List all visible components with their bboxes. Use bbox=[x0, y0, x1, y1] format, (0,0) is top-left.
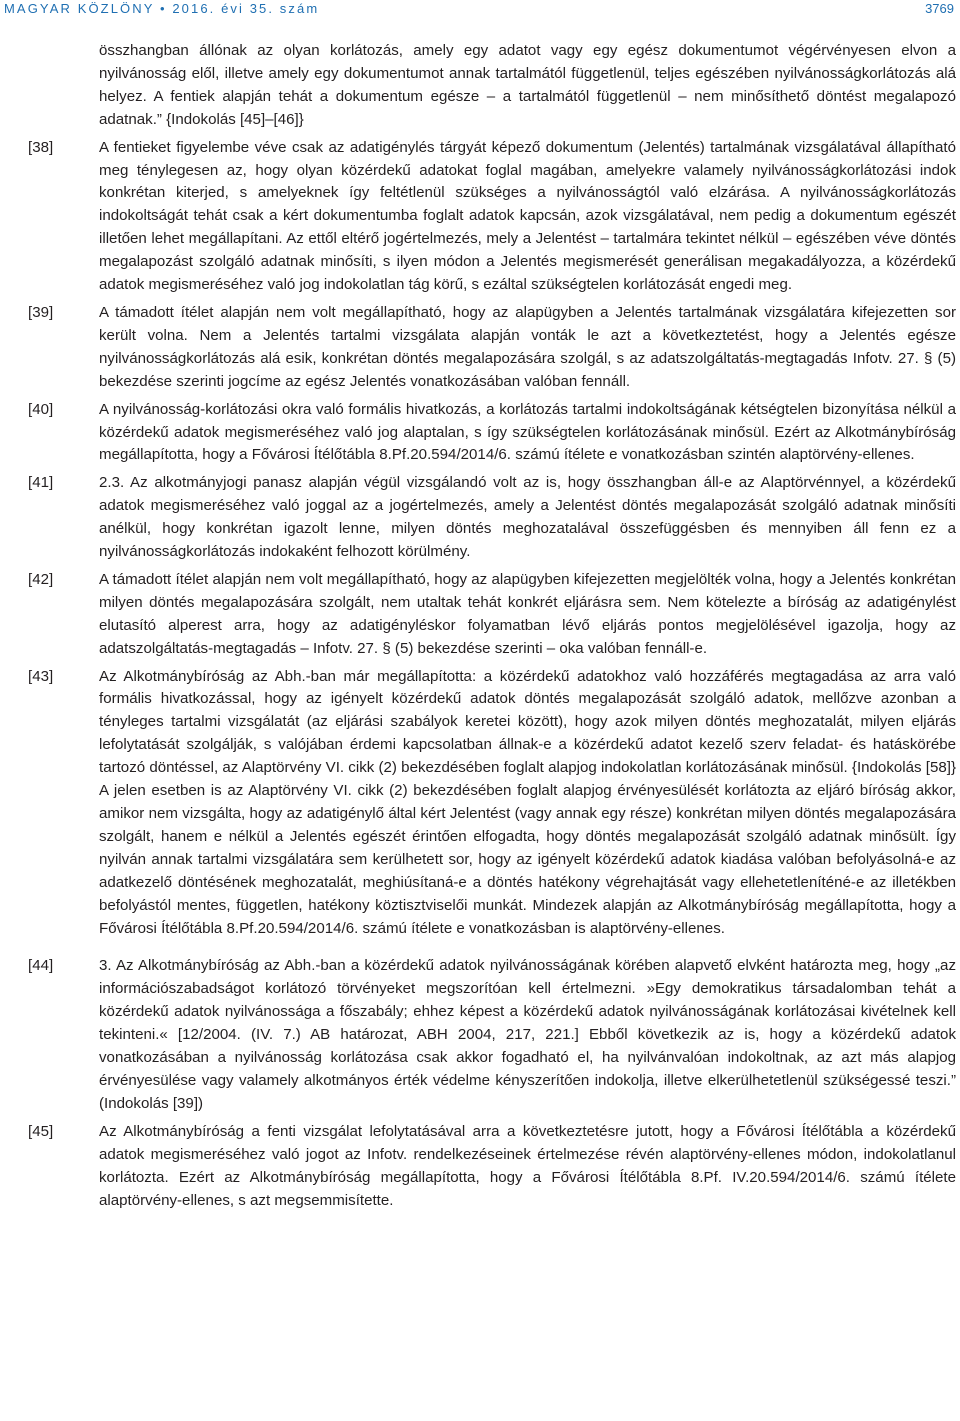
paragraph-text: A fentieket figyelembe véve csak az adatigénylés tárgyát képező dokumentum (Jelentés) tartalmának vizsgálatával állapítható meg ténylegesen az, hogy olyan közérdekű adatokat foglal magában, amelyekre valamely nyilvánosságkorlátozási indok konkrétan kiterjed, s amelyeknek így feltétlenül szükséges a nyilvánosságtól való elzárása. A nyilvánosságkorlátozás indokoltságát tehát csak a kért dokumentumba foglalt adatok kapcsán, azok vizsgálatával, nem pedig a dokumentum egészét illetően lehet megállapítani. Az ettől eltérő jogértelmezés, mely a Jelentést – tartalmára tekintet nélkül – egészében véve döntés megalapozást szolgáló adatnak minősíti, s ilyen módon a Jelentés megismerését generálisan megakadályozza, a közérdekű adatok megismeréséhez való jog indokolatlan tág körű, s ezáltal szükségtelen korlátozását engedi meg. bbox=[99, 138, 956, 294]
paragraph-number: [40] bbox=[28, 400, 54, 418]
paragraph-44 bbox=[28, 955, 956, 1115]
paragraph-42 bbox=[28, 569, 956, 661]
paragraph-text: 2.3. Az alkotmányjogi panasz alapján végül vizsgálandó volt az is, hogy összhangban áll-e az Alaptörvénnyel, a közérdekű adatok megismeréséhez való joggal az a jogértelmezés, amely a Jelentést döntés megalapozását szolgáló adatnak minősíti anélkül, hogy konkrétan igazolt lenne, milyen döntés meghozatalával összefüggésben és mennyiben áll fenn ez a nyilvánosságkorlátozás indokaként felhozott körülmény. bbox=[99, 474, 956, 561]
paragraph-45 bbox=[28, 1121, 956, 1213]
paragraph-number: [41] bbox=[28, 474, 54, 492]
paragraph-39 bbox=[28, 302, 956, 394]
paragraph-text: Az Alkotmánybíróság az Abh.-ban már megállapította: a közérdekű adatokhoz való hozzáférés megtagadása az arra való formális hivatkozással, hogy az igényelt közérdekű adatok döntés megalapozását szolgáló adatok, mellőzve azonban a tényleges tartalmi vizsgálatát (az eljárási szabályok keretei között), hogy azok milyen döntés meghozatalát, milyen eljárás lefolytatását szolgálják, s valójában érdemi kapcsolatban állnak-e a közérdekű adatot kezelő szerv feladat- és hatáskörébe tartozó döntéssel, az Alaptörvény VI. cikk (2) bekezdésében foglalt alapjog indokolatlan korlátozásának minősül. {Indokolás [58]} A jelen esetben is az Alaptörvény VI. cikk (2) bekezdésében foglalt alapjog érvényesülését korlátozta az eljáró bíróság akkor, amikor nem vizsgálta, hogy az adatigénylő által kért Jelentést (vagy annak egy része) konkrétan milyen döntés megalapozására szolgált, hanem e nélkül a Jelentés egészét érintően elfogadta, hogy döntés megalapozását szolgáló adatnak minősült. Így nyilván annak tartalmi vizsgálatára sem kerülhetett sor, hogy az igényelt közérdekű adatok kiadása valóban befolyásolná-e az adatkezelő döntésének meghozatalát, meghiúsítaná-e a döntés hatékony végrehajtását vagy ellehetetleníténé-e az illetékben befolyástól mentes, független, hatékony köztisztviselői munkát. Mindezek alapján az Alkotmánybíróság megállapította, hogy a Fővárosi Ítélőtábla 8.Pf.20.594/2014/6. számú ítélete e vonatkozásban is alaptörvény-ellenes. bbox=[99, 667, 956, 937]
paragraph-number: [42] bbox=[28, 570, 54, 588]
page-header bbox=[0, 0, 960, 22]
lead-paragraph: összhangban állónak az olyan korlátozás, amely egy adatot vagy egy egész dokumentumot végérvényesen elvon a nyilvánosság elől, illetve amely egy dokumentumot annak tartalmától függetlenül, teljes egészében nyilvánosságkorlátozás alá helyez. A fentiek alapján tehát a dokumentum egésze – a tartalmától függetlenül – nem minősíthető döntést megalapozó adatnak.” {Indokolás [45]–[46]} bbox=[99, 42, 956, 128]
paragraph-number: [45] bbox=[28, 1122, 54, 1140]
paragraph-text: 3. Az Alkotmánybíróság az Abh.-ban a közérdekű adatok nyilvánosságának körében alapvető elvként határozta meg, hogy „az információszabadságot korlátozó törvényeket megszorítóan kell értelmezni. »Egy demokratikus társadalomban tehát a közérdekű adatok nyilvánossága a főszabály; ehhez képest a közérdekű adatok nyilvánosságának korlátozásai kivételnek kell tekinteni.« [12/2004. (IV. 7.) AB határozat, ABH 2004, 217, 221.] Ebből következik az is, hogy a közérdekű adatok vonatkozásában a nyilvánosság korlátozása csak akkor fogadható el, ha nyilvánvalóan indokoltnak, az azt más alapjog érvényesülése vagy valamely alkotmányos érték védelme kényszerítően indokolja, illetve elkerülhetetlenül szükségessé teszi.” (Indokolás [39]) bbox=[99, 957, 956, 1112]
paragraph-text: A támadott ítélet alapján nem volt megállapítható, hogy az alapügyben kifejezetten megjelölték volna, hogy a Jelentés konkrétan milyen döntés megalapozására szolgált, nem utaltak tehát konkrét eljárásra sem. Nem kötelezte a bíróság az adatigénylést elutasító alperest arra, hogy az adatigényléskor folyamatban lévő eljárás pontos megjelölésével igazolja, hogy az adatszolgáltatás-megtagadás – Infotv. 27. § (5) bekezdése szerinti – oka valóban fennáll-e. bbox=[99, 570, 956, 657]
paragraph-text: Az Alkotmánybíróság a fenti vizsgálat lefolytatásával arra a következtetésre jutott, hogy a Fővárosi Ítélőtábla a közérdekű adatok megismeréséhez való jogot az Infotv. rendelkezéseinek értelmezése révén alaptörvény-ellenes módon, indokolatlanul korlátozta. Ezért az Alkotmánybíróság megállapította, hogy a Fővárosi Ítélőtábla 8.Pf. IV.20.594/2014/6. számú ítélete alaptörvény-ellenes, s azt megsemmisítette. bbox=[99, 1122, 956, 1209]
paragraph-38 bbox=[28, 137, 956, 297]
paragraph-number: [38] bbox=[28, 138, 54, 156]
paragraph-43 bbox=[28, 666, 956, 941]
paragraph-number: [44] bbox=[28, 957, 54, 975]
paragraph-number: [43] bbox=[28, 667, 54, 685]
paragraph-40 bbox=[28, 399, 956, 468]
journal-title: MAGYAR KÖZLÖNY • 2016. évi 35. szám bbox=[4, 1, 320, 16]
paragraph-41 bbox=[28, 472, 956, 564]
page-number: 3769 bbox=[925, 1, 954, 16]
paragraph-text: A nyilvánosság-korlátozási okra való formális hivatkozás, a korlátozás tartalmi indokoltságának kétségtelen bizonyítása nélkül a közérdekű adatok megismeréséhez való jog alaptalan, s így szükségtelen korlátozásának minősül. Ezért az Alkotmánybíróság megállapította, hogy a Fővárosi Ítélőtábla 8.Pf.20.594/2014/6. számú ítélete e vonatkozásban szintén alaptörvény-ellenes. bbox=[99, 400, 956, 464]
paragraph-text: A támadott ítélet alapján nem volt megállapítható, hogy az alapügyben a Jelentés tartalmának vizsgálatára kifejezetten sor került volna. Nem a Jelentés tartalmi vizsgálata alapján vonták le azt a következtetést, hogy a Jelentés egésze nyilvánosságkorlátozás alá esik, konkrétan döntés megalapozására szolgál, s az adatszolgáltatás-megtagadás Infotv. 27. § (5) bekezdése szerinti jogcíme az egész Jelentés vonatkozásában valóban fennáll. bbox=[99, 303, 956, 390]
paragraph-number: [39] bbox=[28, 303, 54, 321]
document-body bbox=[28, 40, 956, 1212]
